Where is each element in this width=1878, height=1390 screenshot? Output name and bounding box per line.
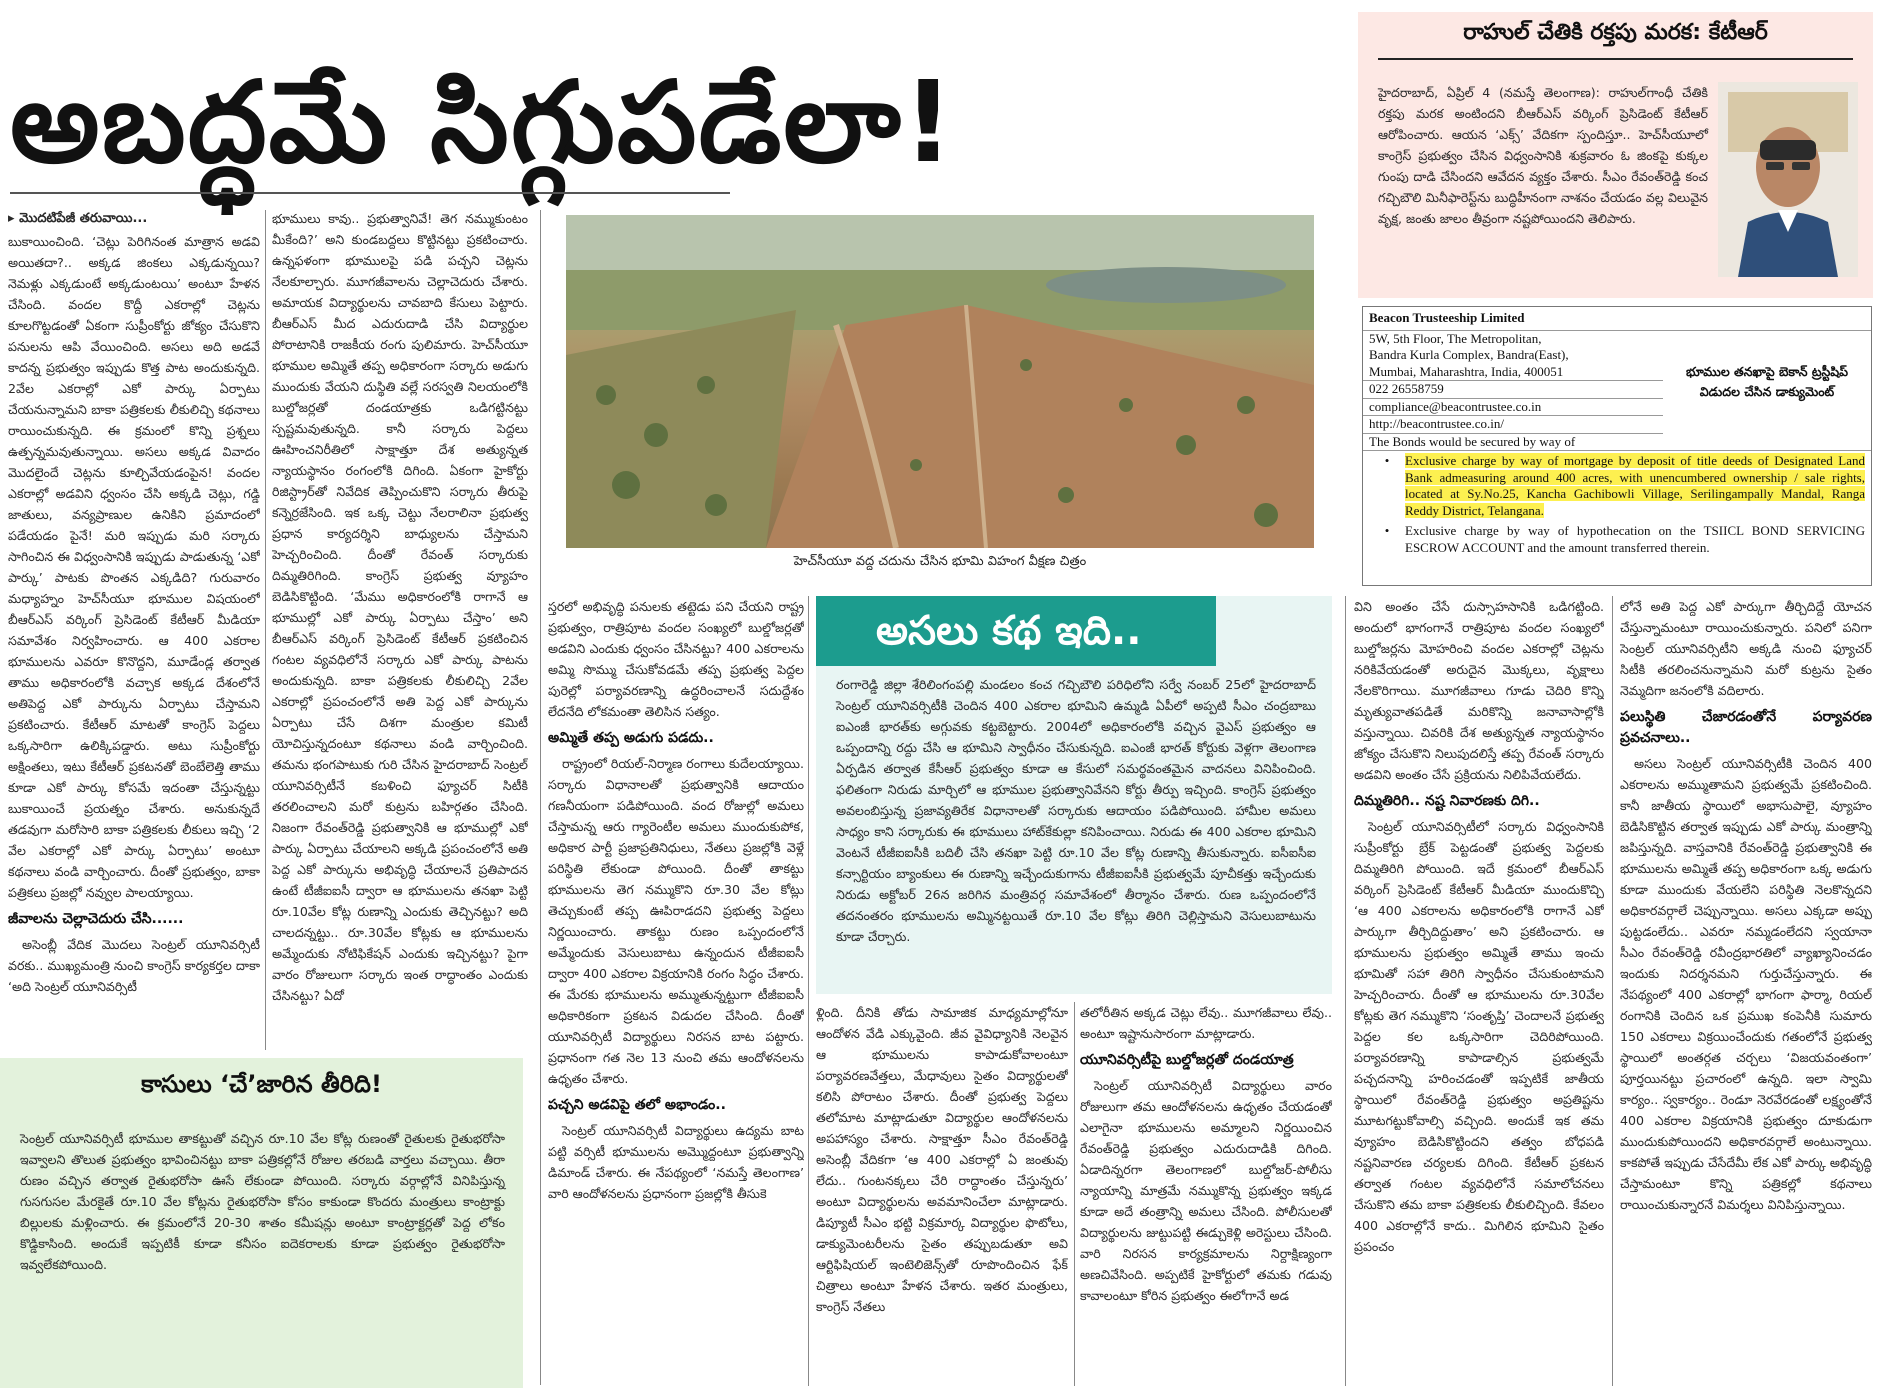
article-col-4	[816, 1002, 1068, 1386]
col1-para-1: బుకాయించింది. ‘చెట్లు పెరిగినంత మాత్రాన అడవి అయితదా?.. అక్కడ జింకలు ఎక్కడున్నయి? నెమళ్లు ఎక్కడుంటే అక్కడుంటయి’ అంటూ హేళన చేసింది. వందల కొద్దీ ఎకరాల్లో చెట్లను కూలగొట్టడంతో ఏకంగా సుప్రీంకోర్టు జోక్యం చేసుకొని పనులను ఆపి వేయించింది. అసలు అది అడవే కాదన్న ప్రభుత్వం ఇప్పుడు కొత్త పాట అందుకున్నది. 2వేల ఎకరాల్లో ఎకో పార్కు ఏర్పాటు చేయనున్నామని బాకా పత్రికలకు లీకులిచ్చి కథనాలు రాయించుకున్నది. ఈ క్రమంలో కొన్ని ప్రశ్నలు ఉత్పన్నమవుతున్నాయి. అసలు అక్కడ వివాదం మొదలైందే చెట్లను కూల్చివేయడంపైన! వందల ఎకరాల్లో అడవిని ధ్వంసం చేసి అక్కడి చెట్లు, గడ్డి జాతులు, వన్యప్రాణుల ఉనికిని ప్రమాదంలో పడేయడం పైనే! మరి ఇప్పుడు మరి సర్కారు సాగించిన ఈ విధ్వంసానికి ఇప్పుడు పాడుతున్న ‘ఎకో పార్కు’ పాటకు పొంతన ఎక్కడిది? గురువారం మధ్యాహ్నం హెచ్‌సీయూ భూముల విషయంలో బీఆర్‌ఎస్ వర్కింగ్ ప్రెసిడెంట్ కేటీఆర్ మీడియా సమావేశం నిర్వహించారు. ఆ 400 ఎకరాల భూములను ఎవరూ కొనొద్దని, మూడేండ్ల తర్వాత తాము అధికారంలోకి వచ్చాక అక్కడ దేశంలోనే అతిపెద్ద ఎకో పార్కును ఏర్పాటు చేస్తామని ప్రకటించారు. కేటీఆర్ మాటతో కాంగ్రెస్ పెద్దలు ఒక్కసారిగా ఉలిక్కిపడ్డారు. అటు సుప్రీంకోర్టు అక్షింతలు, ఇటు కేటీఆర్ ప్రకటనతో బెంబేలెత్తి తాము కూడా ఎకో పార్కు కోసమే ఇదంతా చేస్తున్నట్టు బుకాయించే ప్రయత్నం చేశారు. అనుకున్నదే తడవుగా మరోసారి బాకా పత్రికలకు లీకులు ఇచ్చి ‘2 వేల ఎకరాల్లో ఎకో పార్కు ఏర్పాటు’ అంటూ కథనాలు వండి వార్చించారు. దీంతో ప్రభుత్వం, బాకా పత్రికలు ప్రజల్లో నవ్వుల పాలయ్యాయి.	[8, 234, 260, 900]
col6-subhead-1: దిమ్మతిరిగి.. నష్ట నివారణకు దిగి..	[1354, 793, 1540, 809]
ktr-photo	[1718, 82, 1858, 277]
sidebar-box	[1358, 12, 1873, 298]
article-col-3	[548, 596, 804, 1386]
col7-para-1: లోనే అతి పెద్ద ఎకో పార్కుగా తీర్చిదిద్దే యోచన చేస్తున్నామంటూ రాయించుకున్నారు. పనిలో పనిగా సెంట్రల్ యూనివర్సిటీని అక్కడి నుంచి ఫ్యూచర్ సిటీకి తరలించనున్నామని మరో కుట్రను సైతం నెమ్మదిగా జనంలోకి వదిలారు.	[1620, 599, 1872, 698]
money-box-body: సెంట్రల్ యూనివర్సిటీ భూముల తాకట్టుతో వచ్చిన రూ.10 వేల కోట్ల రుణంతో రైతులకు రైతుభరోసా ఇవ్వాలని తొలుత ప్రభుత్వం భావించినట్టు బాకా పత్రికల్లోనే రోజుల తరబడి వార్తలు వచ్చాయి. తీరా రుణం వచ్చిన తర్వాత రైతుభరోసా ఊసే లేకుండా పోయింది. సర్కారు వర్గాల్లోనే వినిపిస్తున్న గుసగుసల మేరకైతే రూ.10 వేల కోట్లను రైతుభరోసా కోసం కాకుండా కొందరు మంత్రులు కాంట్రాక్టు బిల్లులకు మళ్లించారు. ఈ క్రమంలోనే 20-30 శాతం కమీషన్లు అంటూ కాంట్రాక్టర్లతో పెద్ద లోకం కొడ్డికాసింది. అందుకే ఇప్పటికీ కూడా కనీసం ఐదెకరాలకు కూడా ప్రభుత్వం రైతుభరోసా ఇవ్వలేకపోయింది.	[20, 1131, 505, 1272]
divider	[10, 192, 730, 194]
col3-para-2: రాష్ట్రంలో రియల్-నిర్మాణ రంగాలు కుదేలయ్యాయి. సర్కారు విధానాలతో ప్రభుత్వానికి ఆదాయం గణనీయంగా పడిపోయింది. వంద రోజుల్లో అమలు చేస్తామన్న ఆరు గ్యారెంటీల అమలు ముందుకుపోక, అధికార పార్టీ ప్రజాప్రతినిధులు, నేతలు ప్రజల్లోకి వెళ్లే పరిస్థితి లేకుండా పోయింది. దీంతో తాకట్టు భూములను తెగ నమ్ముకొని రూ.30 వేల కోట్లు తెచ్చుకుంటే తప్ప ఊపిరాడదని ప్రభుత్వ పెద్దలు నిర్ణయించారు. తాకట్టు రుణం ఒప్పందంలోనే అమ్మేందుకు వెసులుబాటు ఉన్నందున టీజీఐఐసీ ద్వారా 400 ఎకరాల విక్రయానికి రంగం సిద్ధం చేశారు. ఈ మేరకు భూములను అమ్ముతున్నట్టుగా టీజీఐఐసీ అధికారికంగా ప్రకటన విడుదల చేసింది. దీంతో యూనివర్సిటీ విద్యార్థులు నిరసన బాట పట్టారు. ప్రధానంగా గత నెల 13 నుంచి తమ ఆందోళనలను ఉధృతం చేశారు.	[548, 756, 804, 1086]
col5-para-1: తలోరీతిన అక్కడ చెట్లు లేవు.. మూగజీవాలు లేవు.. అంటూ ఇష్టానుసారంగా మాట్లాడారు.	[1080, 1005, 1332, 1041]
col5-para-2: సెంట్రల్ యూనివర్సిటీ విద్యార్థులు వారం రోజులుగా తమ ఆందోళనలను ఉధృతం చేయడంతో ఎలాగైనా భూములను అమ్మాలని నిర్ణయించిన రేవంత్‌రెడ్డి ప్రభుత్వం ఎదురుదాడికి దిగింది. ఏడాదిన్నరగా తెలంగాణలో బుల్డోజర్-పోలీసు న్యాయాన్ని మాత్రమే నమ్ముకొన్న ప్రభుత్వం ఇక్కడ కూడా అదే తంత్రాన్ని అమలు చేసింది. పోలీసులతో విద్యార్థులను జుట్టుపట్టి ఈడ్చుకెళ్లి అరెస్టులు చేసింది. వారి నిరసన కార్యక్రమాలను నిర్దాక్షిణ్యంగా అణచివేసింది. అప్పటికే హైకోర్టులో తమకు గడువు కావాలంటూ కోరిన ప్రభుత్వం ఈలోగానే అడ	[1080, 1078, 1332, 1303]
money-box	[0, 1058, 523, 1388]
col6-para-1: విని అంతం చేసే దుస్సాహసానికి ఒడిగట్టింది. అందులో భాగంగానే రాత్రిపూట వందల సంఖ్యలో బుల్డోజర్లను మోహరించి వందల ఎకరాల్లో చెట్లను నరికివేయడంతో అరుదైన మొక్కలు, వృక్షాలు నేలకొరిగాయి. మూగజీవాలు గూడు చెదిరి కొన్ని మృత్యువాతపడితే మరికొన్ని జనావాసాల్లోకి వస్తున్నాయి. చివరికి దేశ అత్యున్నత న్యాయస్థానం జోక్యం చేసుకొని నిలుపుదలిస్తే తప్ప రేవంత్ సర్కారు అడవిని అంతం చేసే ప్రక్రియను నిలిపివేయలేదు.	[1354, 599, 1604, 782]
doc-address-1: 5W, 5th Floor, The Metropolitan,	[1369, 330, 1542, 346]
article-col-7	[1620, 596, 1872, 1386]
doc-phone: 022 26558759	[1363, 381, 1663, 399]
jump-arrow-icon: ▸	[8, 211, 20, 226]
article-col-1	[8, 208, 260, 1054]
photo-caption: హెచ్‌సీయూ వద్ద చదును చేసిన భూమి విహంగ వీక్షణ చిత్రం	[793, 554, 1087, 569]
col4-para-1: ళ్లింది. దీనికి తోడు సామాజిక మాధ్యమాల్లోనూ ఆందోళన వేడి ఎక్కువైంది. జీవ వైవిధ్యానికి నెలవైన ఆ భూములను కాపాడుకోవాలంటూ పర్యావరణవేత్తలు, మేధావులు సైతం విద్యార్థులతో కలిసి పోరాటం చేశారు. దీంతో ప్రభుత్వ పెద్దలు తలోమాట మాట్లాడుతూ విద్యార్థుల ఆందోళనలను అపహాస్యం చేశారు. సాక్షాత్తూ సీఎం రేవంత్‌రెడ్డి అసెంబ్లీ వేదికగా ‘ఆ 400 ఎకరాల్లో ఏ జంతువు లేదు.. గుంటనక్కలు చేరి రాద్ధాంతం చేస్తున్నరు’ అంటూ విద్యార్థులను అవమానించేలా మాట్లాడారు. డిప్యూటీ సీఎం భట్టి విక్రమార్క విద్యార్థుల ఫొటోలు, డాక్యుమెంటరీలను సైతం తప్పుబడుతూ అవి ఆర్టిఫిషియల్ ఇంటెలిజెన్స్‌తో రూపొందించిన ఫేక్ చిత్రాలు అంటూ హేళన చేశారు. ఇతర మంత్రులు, కాంగ్రెస్ నేతలు	[816, 1005, 1068, 1314]
sidebar-text: హైదరాబాద్, ఏప్రిల్ 4 (నమస్తే తెలంగాణ): రాహుల్‌గాంధీ చేతికి రక్తపు మరక అంటిందని బీఆర్‌ఎస్ వర్కింగ్ ప్రెసిడెంట్ కేటీఆర్ ఆరోపించారు. ఆయన ‘ఎక్స్’ వేదికగా స్పందిస్తూ.. హెచ్‌సీయూలో కాంగ్రెస్ ప్రభుత్వం చేసిన విధ్వంసానికి శుక్రవారం ఓ జింకపై కుక్కల గుంపు దాడి చేసిందని ఆవేదన వ్యక్తం చేశారు. సీఎం రేవంత్‌రెడ్డి కంచ గచ్చిబౌలి మినీఫారెస్ట్‌ను బుద్ధిహీనంగా నాశనం చేయడం వల్ల విలువైన వృక్ష, జంతు జాలం తీవ్రంగా నష్టపోయిందని తెలిపారు.	[1378, 85, 1708, 226]
background-story-box	[816, 596, 1332, 994]
money-box-title: కాసులు ‘చే’జారిన తీరిది!	[141, 1070, 382, 1098]
article-col-5	[1080, 1002, 1332, 1386]
doc-email: compliance@beacontrustee.co.in	[1363, 399, 1663, 417]
sidebar-body	[1378, 82, 1858, 281]
bullet-icon: •	[1384, 453, 1390, 468]
background-story-title: అసలు కథ ఇది..	[816, 596, 1216, 666]
bond-document	[1362, 306, 1872, 586]
doc-url: http://beacontrustee.co.in/	[1363, 416, 1663, 434]
doc-secured-line: The Bonds would be secured by way of	[1363, 434, 1871, 452]
col3-para-1: స్తరలో అభివృద్ధి పనులకు తట్టెడు పని చేయని రాష్ట్ర ప్రభుత్వం, రాత్రిపూట వందల సంఖ్యలో బుల్డోజర్లతో అడవిని ఎందుకు ధ్వంసం చేసినట్టు? 400 ఎకరాలను అమ్మి సొమ్ము చేసుకోవడమే తప్ప ప్రభుత్వ పెద్దల పురెల్లో పర్యావరణాన్ని ఉద్ధరించాలనే సదుద్దేశం లేదనేది లోకమంతా తెలిసిన సత్యం.	[548, 599, 804, 719]
doc-bullet-2: Exclusive charge by way of hypothecation on the TSIICL BOND SERVICING ESCROW ACCOUNT and the amount transferred therein.	[1405, 523, 1865, 555]
col3-subhead-1: అమ్మితే తప్ప అడుగు పడదు..	[548, 730, 714, 746]
col3-subhead-2: పచ్చని అడవిపై తలో అభాండం..	[548, 1097, 726, 1113]
headline: అబద్ధమే సిగ్గుపడేలా!	[10, 58, 956, 188]
col1-subhead-1: జీవాలను చెల్లాచెదురు చేసి......	[8, 911, 184, 927]
col3-para-3: సెంట్రల్ యూనివర్సిటీ విద్యార్థులు ఉద్యమ బాట పట్టి వర్సిటీ భూములను అమ్మొద్దంటూ ప్రభుత్వాన్ని డిమాండ్ చేశారు. ఈ నేపథ్యంలో ‘నమస్తే తెలంగాణ’ వారి ఆందోళనలను ప్రధానంగా ప్రజల్లోకి తీసుకె	[548, 1123, 804, 1201]
doc-bullet-1: Exclusive charge by way of mortgage by deposit of title deeds of Designated Land Bank admeasuring around 400 acres, with unencumbered ownership / sale rights, located at Sy.No.25, Kancha Gachibowli Village, Serilingampally Mandal, Ranga Reddy District, Telangana.	[1405, 453, 1865, 518]
doc-address-3: Mumbai, Maharashtra, India, 400051	[1363, 364, 1663, 382]
doc-address-2: Bandra Kurla Complex, Bandra(East),	[1369, 347, 1569, 362]
col2-para-1: భూములు కావు.. ప్రభుత్వానివే! తెగ నమ్ముకుంటం మీకేంది?’ అని కుండబద్దలు కొట్టినట్టు ప్రకటించారు. ఉన్నఫళంగా భూములపై పడి పచ్చని చెట్లను నేలకూల్చారు. మూగజీవాలను చెల్లాచెదురు చేశారు. అమాయక విద్యార్థులను చావబాది కేసులు పెట్టారు. బీఆర్‌ఎస్ మీద ఎదురుదాడి చేసి విద్యార్థుల పోరాటానికి రాజకీయ రంగు పులిమారు. హెచ్‌సీయూ భూముల అమ్మితే తప్ప అధికారంగా సర్కారు అడుగు ముందుకు వేయని దుస్థితి వల్లే సరస్వతి నిలయంలోకి బుల్డోజర్లతో దండయాత్రకు ఒడిగట్టినట్టు స్పష్టమవుతున్నది. కానీ సర్కారు పెద్దలు ఊహించనిరీతిలో సాక్షాత్తూ దేశ అత్యున్నత న్యాయస్థానం రంగంలోకి దిగింది. ఏకంగా హైకోర్టు రిజిస్ట్రార్‌తో నివేదిక తెప్పించుకొని సర్కారు తీరుపై కన్నెర్రజేసింది. ఇక ఒక్క చెట్టు నేలరాలినా ప్రభుత్వ ప్రధాన కార్యదర్శిని బాధ్యులను చేస్తామని హెచ్చరించింది. దీంతో రేవంత్ సర్కారుకు దిమ్మతిరిగింది. కాంగ్రెస్ ప్రభుత్వ వ్యూహం బెడిసికొట్టింది. ‘మేము అధికారంలోకి రాగానే ఆ భూముల్లో ఎకో పార్కు ఏర్పాటు చేస్తాం’ అని బీఆర్‌ఎస్ వర్కింగ్ ప్రెసిడెంట్ కేటీఆర్ ప్రకటించిన గంటల వ్యవధిలోనే సర్కారు ఎకో పార్కు పాటను అందుకున్నది. బాకా పత్రికలకు లీకులిచ్చి 2వేల ఎకరాల్లో ప్రపంచంలోనే అతి పెద్ద ఎకో పార్కును ఏర్పాటు చేసే దిశగా మంత్రుల కమిటీ యోచిస్తున్నదంటూ కథనాలు వండి వార్చించింది. తమను భంగపాటుకు గురి చేసిన హైదరాబాద్ సెంట్రల్ యూనివర్సిటీనే కబళించి ఫ్యూచర్ సిటీకి తరలించాలని మరో కుట్రను బహిర్గతం చేసింది. నిజంగా రేవంత్‌రెడ్డి ప్రభుత్వానికి ఆ భూముల్లో ఎకో పార్కు ఏర్పాటు చేయాలని అక్కడి ప్రపంచంలోనే అతి పెద్ద ఎకో పార్కును అభివృద్ధి చేయాలనే ప్రతిపాదన ఉంటే టీజీఐఐసీ ద్వారా ఆ భూములను తనఖా పెట్టి రూ.10వేల కోట్ల రుణాన్ని ఎందుకు తెచ్చినట్టు? అది చాలదన్నట్టు.. రూ.30వేల కోట్లకు ఆ భూములను అమ్మేందుకు నోటిఫికేషన్ ఎందుకు ఇచ్చినట్టు? పైగా వారం రోజులుగా సర్కారు ఇంత రాద్ధాంతం ఎందుకు చేసినట్టు? ఏదో	[272, 211, 528, 1003]
col6-para-2: సెంట్రల్ యూనివర్సిటీలో సర్కారు విధ్వంసానికి సుప్రీంకోర్టు బ్రేక్ పెట్టడంతో ప్రభుత్వ పెద్దలకు దిమ్మతిరిగి పోయింది. ఇదే క్రమంలో బీఆర్‌ఎస్ వర్కింగ్ ప్రెసిడెంట్ కేటీఆర్ మీడియా ముందుకొచ్చి ‘ఆ 400 ఎకరాలను అధికారంలోకి రాగానే ఎకో పార్కుగా తీర్చిదిద్దుతాం’ అని ప్రకటించారు. ఆ భూములను ప్రభుత్వం అమ్మితే తాము ఇంచు భూమితో సహా తిరిగి స్వాధీనం చేసుకుంటామని హెచ్చరించారు. దీంతో ఆ భూములను రూ.30వేల కోట్లకు తెగ నమ్ముకొని ‘సంతృప్తి’ చెందాలనే ప్రభుత్వ పెద్దల కల ఒక్కసారిగా చెదిరిపోయింది. పర్యావరణాన్ని కాపాడాల్సిన ప్రభుత్వమే పచ్చదనాన్ని హరించడంతో ఇప్పటికే జాతీయ స్థాయిలో రేవంత్‌రెడ్డి ప్రభుత్వం అప్రతిష్టను మూటగట్టుకోవాల్సి వచ్చింది. అందుకే ఇక తమ వ్యూహం బెడిసికొట్టిందని తత్వం బోధపడి నష్టనివారణ చర్యలకు దిగింది. కేటీఆర్ ప్రకటన తర్వాత గంటల వ్యవధిలోనే సమాలోచనలు చేసుకొని తమ బాకా పత్రికలకు లీకులిచ్చింది. కేవలం 400 ఎకరాల్లోనే కాదు.. మిగిలిన భూమిని సైతం ప్రపంచం	[1354, 819, 1604, 1254]
sidebar-title: రాహుల్ చేతికి రక్తపు మరక: కేటీఆర్	[1358, 20, 1873, 50]
bullet-icon: •	[1384, 523, 1390, 538]
article-col-2	[272, 208, 528, 1054]
col7-para-2: అసలు సెంట్రల్ యూనివర్సిటీకి చెందిన 400 ఎకరాలను అమ్ముతామని ప్రభుత్వమే ప్రకటించింది. కానీ జాతీయ స్థాయిలో అభాసుపాలై, వ్యూహం బెడిసికొట్టిన తర్వాత ఇప్పుడు ఎకో పార్కు మంత్రాన్ని జపిస్తున్నది. వాస్తవానికి రేవంత్‌రెడ్డి ప్రభుత్వానికి ఈ భూములను అమ్మితే తప్ప అధికారంగా ఒక్క అడుగు కూడా ముందుకు వేయలేని పరిస్థితి నెలకొన్నదని అధికారవర్గాలే చెప్పున్నాయి. అసలు ఎక్కడా అప్పు పుట్టడంలేదు.. ఎవరూ నమ్మడంలేదని స్వయానా సీఎం రేవంత్‌రెడ్డి రవీంద్రభారతిలో వ్యాఖ్యానించడం ఇందుకు నిదర్శనమని గుర్తుచేస్తున్నారు. ఈ నేపథ్యంలో 400 ఎకరాల్లో భాగంగా ఫార్మా, రియల్ రంగానికి చెందిన ఒక ప్రముఖ కంపెనీకి సుమారు 150 ఎకరాలు విక్రయించేందుకు గతంలోనే ప్రభుత్వ స్థాయిలో అంతర్గత చర్చలు ‘విజయవంతంగా’ పూర్తయినట్టు ప్రచారంలో ఉన్నది. ఇలా స్వామి కార్యం.. స్వకార్యం.. రెండూ నెరవేరడంతో లక్ష్యంతోనే 400 ఎకరాల విక్రయానికి ప్రభుత్వం దూకుడుగా ముందుకుపోయిందని అధికారవర్గాలే అంటున్నాయి. కాకపోతే ఇప్పుడు చేసేదేమీ లేక ఎకో పార్కు అభివృద్ధి చేస్తామంటూ కొన్ని పత్రికల్లో కథనాలు రాయించుకున్నారనే విమర్శలు వినిపిస్తున్నాయి.	[1620, 756, 1872, 1212]
col5-subhead-1: యూనివర్సిటీపై బుల్డోజర్లతో దండయాత్ర	[1080, 1052, 1294, 1068]
doc-company: Beacon Trusteeship Limited	[1363, 307, 1871, 331]
jump-text: మొదటిపేజీ తరువాయి...	[19, 211, 148, 226]
article-col-6	[1354, 596, 1604, 1386]
col1-para-2: అసెంబ్లీ వేదిక మొదలు సెంట్రల్ యూనివర్సిటీ వరకు.. ముఖ్యమంత్రి నుంచి కాంగ్రెస్ కార్యకర్తల దాకా ‘అది సెంట్రల్ యూనివర్సిటీ	[8, 937, 260, 994]
doc-note: భూముల తనఖాపై బెకాన్ ట్రస్టీషిప్ విడుదల చేసిన డాక్యుమెంట్	[1685, 364, 1849, 399]
col7-subhead-1: పలుస్థితి చేజారడంతోనే పర్యావరణ ప్రవచనాలు..	[1620, 709, 1872, 746]
background-story-body: రంగారెడ్డి జిల్లా శేరిలింగంపల్లి మండలం కంచ గచ్చిబౌలి పరిధిలోని సర్వే నంబర్ 25లో హైదరాబాద్ సెంట్రల్ యూనివర్సిటీకి చెందిన 400 ఎకరాల భూమిని ఉమ్మడి ఏపీలో అప్పటి సీఎం చంద్రబాబు ఐఎంజీ భారత్‌కు అగ్గువకు కట్టబెట్టారు. 2004లో అధికారంలోకి వచ్చిన వైఎస్ ప్రభుత్వం ఆ ఒప్పందాన్ని రద్దు చేసి ఆ భూమిని స్వాధీనం చేసుకున్నది. ఐఎంజీ భారత్ కోర్టుకు వెళ్లగా తెలంగాణ ఏర్పడిన తర్వాత కేసీఆర్ ప్రభుత్వం కూడా ఆ కేసులో సమర్థవంతమైన వాదనలు వినిపించింది. ఫలితంగా నిరుడు మార్చిలో ఆ భూముల ప్రభుత్వానివేనని కోర్టు తీర్పు ఇచ్చింది. కాంగ్రెస్ ప్రభుత్వం అవలంబిస్తున్న ప్రజావ్యతిరేక విధానాలతో సర్కారుకు ఆదాయం పడిపోయింది. హామీల అమలు సాధ్యం కాని సర్కారుకు ఈ భూములు హాట్‌కేకుల్లా కనిపించాయి. నిరుడు ఈ 400 ఎకరాల భూమిని వెంటనే టీజీఐఐసీకి బదిలీ చేసి తనఖా పెట్టి రూ.10 వేల కోట్ల రుణాన్ని తీసుకున్నారు. ఐసీఐసీఐ కన్సార్టియం బ్యాంకులు ఈ రుణాన్ని ఇచ్చేందుకుగాను టీజీఐఐసీకి ప్రభుత్వమే పూచీకత్తు ఇచ్చేందుకు నిరుడు అక్టోబర్ 26న జరిగిన మంత్రివర్గ సమావేశంలో తీర్మానం చేశారు. రుణ ఒప్పందంలోనే తదనంతరం భూములను అమ్మినట్టయితే రూ.10 వేల కోట్లు తిరిగి చెల్లిస్తామని వెసులుబాటును కూడా చేర్చారు.	[836, 677, 1316, 944]
aerial-photo	[566, 215, 1314, 548]
